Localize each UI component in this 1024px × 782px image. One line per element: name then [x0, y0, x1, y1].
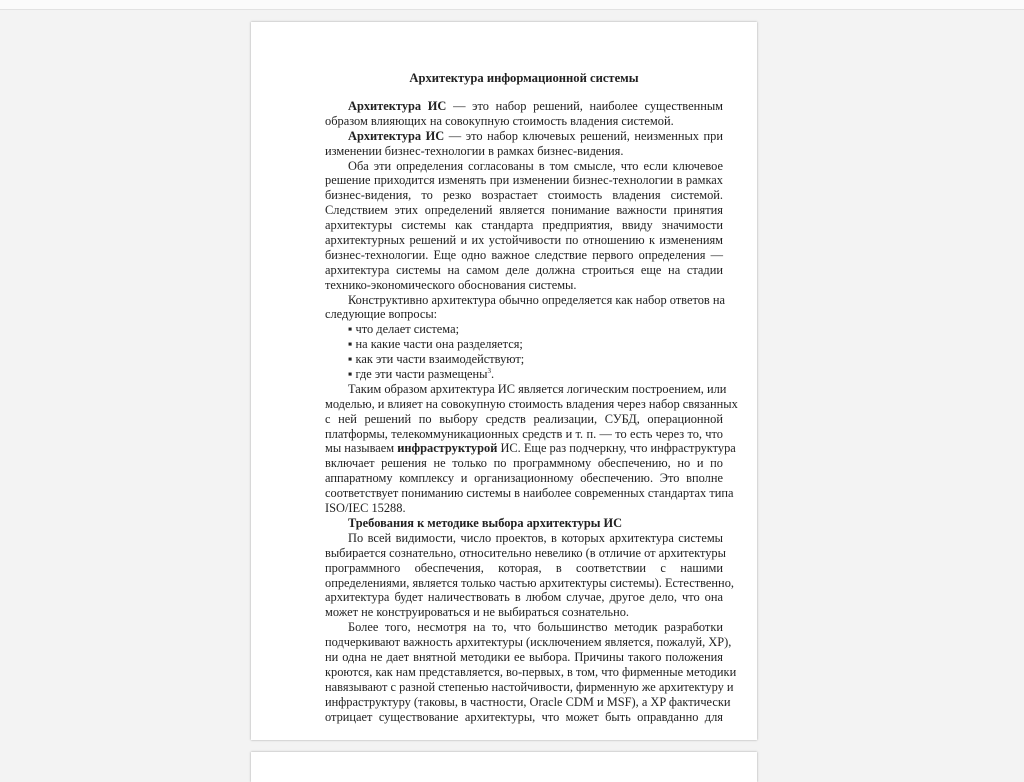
text-line: аппаратному комплексу и организационному обеспечению. Это вполне	[325, 471, 723, 486]
text-line: платформы, телекоммуникационных средств и т. п. — то есть через то, что	[325, 426, 723, 441]
text-line: с ней решений по выбору средств реализации, СУБД, операционной	[325, 411, 723, 426]
text-line: изменении бизнес-технологии в рамках бизнес-видения.	[325, 143, 624, 158]
section-heading	[325, 516, 723, 531]
viewer-top-bar	[0, 0, 1024, 10]
text-line: ISO/IEC 15288.	[325, 501, 406, 516]
text-line: решение приходится изменять при изменении бизнес-технологии в рамках	[325, 173, 723, 188]
list-item: ▪ как эти части взаимодействуют;	[348, 352, 525, 367]
text-line: Требования к методике выбора архитектуры ИС	[348, 515, 623, 530]
text-line: Оба эти определения согласованы в том смысле, что если ключевое	[348, 158, 723, 173]
text-line: бизнес-видения, то резко возрастает стоимость владения системой.	[325, 188, 723, 203]
text-line: кроются, как нам представляется, во-первых, в том, что фирменные методики	[325, 664, 737, 679]
document-title: Архитектура информационной системы	[409, 71, 639, 85]
text-line: выбирается сознательно, относительно невелико (в отличие от архитектуры	[325, 545, 726, 560]
text-line: По всей видимости, число проектов, в которых архитектура системы	[348, 530, 723, 545]
next-document-page[interactable]	[251, 752, 757, 782]
document-page[interactable]	[251, 22, 757, 740]
text-line: архитектура будет наличествовать в любом случае, другое дело, что она	[325, 590, 723, 605]
paragraph	[325, 159, 723, 293]
text-line: инфраструктуру (таковы, в частности, Oracle CDM и MSF), а XP фактически	[325, 694, 731, 709]
text-line: программного обеспечения, которая, в соответствии с нашими	[325, 560, 723, 575]
text-line: соответствует пониманию системы в наиболее современных стандартах типа	[325, 486, 734, 501]
text-line: Таким образом архитектура ИС является логическим построением, или	[348, 381, 727, 396]
text-line: подчеркивают важность архитектуры (исключением является, пожалуй, XP),	[325, 635, 732, 650]
text-line: архитектуры системы как стандарта предприятия, ввиду значимости	[325, 218, 723, 233]
text-line: навязывают с разной степенью настойчивости, фирменную же архитектуру и	[325, 679, 734, 694]
text-line: Архитектура ИС — это набор решений, наиболее существенным	[348, 99, 723, 113]
paragraph	[325, 381, 738, 516]
document-body	[325, 99, 738, 724]
paragraph	[325, 620, 737, 724]
text-line: образом влияющих на совокупную стоимость владения системой.	[325, 113, 674, 128]
text-line: определениями, является только частью архитектуры системы). Естественно,	[325, 575, 734, 590]
text-line: архитектура системы на самом деле должна строиться еще на стадии	[325, 262, 723, 277]
text-line: Более того, несмотря на то, что большинство методик разработки	[348, 620, 723, 635]
paragraph	[325, 99, 723, 129]
list-item: ▪ что делает система;	[348, 322, 460, 337]
text-line: архитектурных решений и их устойчивости по отношению к изменениям	[325, 233, 723, 248]
text-line: технико-экономического обоснования системы.	[325, 277, 577, 292]
text-line: отрицает существование архитектуры, что может быть оправданно для	[325, 709, 723, 724]
text-line: мы называем инфраструктурой ИС. Еще раз подчеркну, что инфраструктура	[325, 441, 736, 456]
text-line: следующие вопросы:	[325, 307, 438, 322]
text-line: Конструктивно архитектура обычно определяется как набор ответов на	[348, 292, 725, 307]
list-item: ▪ где эти части размещены$^3$.	[348, 366, 495, 382]
text-line: может не конструироваться и не выбираться сознательно.	[325, 605, 629, 620]
bullet-list	[325, 322, 723, 382]
list-item: ▪ на какие части она разделяется;	[348, 337, 523, 352]
text-line: Следствием этих определений является понимание важности принятия	[325, 203, 723, 218]
text-line: ни одна не дает внятной методики ее выбора. Причины такого положения	[325, 649, 723, 664]
text-line: бизнес-технологии. Еще одно важное следствие первого определения —	[325, 247, 723, 262]
paragraph	[325, 530, 734, 620]
text-line: Архитектура ИС — это набор ключевых решений, неизменных при	[348, 128, 723, 143]
text-line: включает решения не только по программному обеспечению, но и по	[325, 456, 723, 471]
paragraph	[325, 293, 723, 323]
paragraph	[325, 129, 723, 159]
page-content	[325, 71, 738, 724]
text-line: моделью, и влияет на совокупную стоимость владения через набор связанных	[325, 396, 738, 411]
